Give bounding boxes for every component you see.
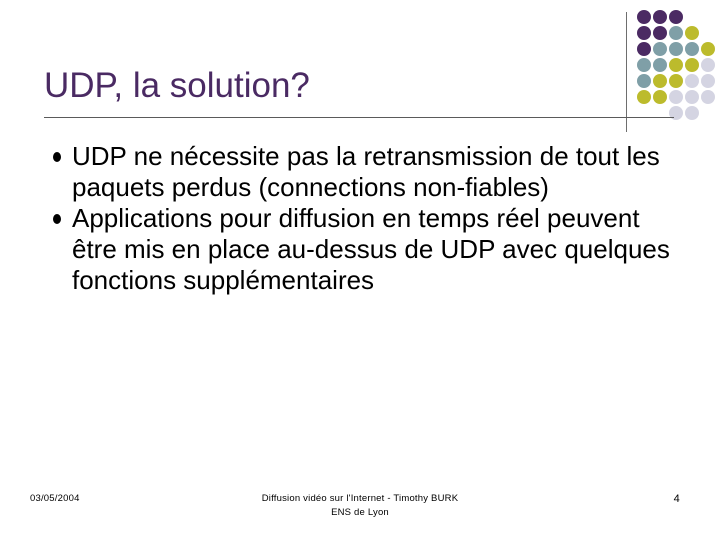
vertical-divider bbox=[626, 12, 627, 132]
decorative-dot bbox=[669, 42, 683, 56]
footer-presentation-info bbox=[230, 492, 490, 520]
decorative-dot bbox=[669, 58, 683, 72]
decorative-dot bbox=[685, 26, 699, 40]
decorative-dot bbox=[637, 42, 651, 56]
decorative-dot bbox=[701, 74, 715, 88]
footer-page-number: 4 bbox=[673, 493, 680, 505]
decorative-dot bbox=[669, 74, 683, 88]
decorative-dot bbox=[653, 10, 667, 24]
bullet-dot-icon bbox=[53, 214, 61, 224]
decorative-dot bbox=[653, 58, 667, 72]
decorative-dot bbox=[637, 58, 651, 72]
bullet-item bbox=[48, 203, 688, 296]
footer-title: Diffusion vidéo sur l'Internet - Timothy BURK bbox=[261, 493, 459, 504]
decorative-dot bbox=[653, 74, 667, 88]
decorative-dot bbox=[685, 74, 699, 88]
title-underline bbox=[44, 117, 674, 118]
decorative-dot bbox=[701, 42, 715, 56]
decorative-dot bbox=[669, 10, 683, 24]
decorative-dot bbox=[637, 90, 651, 104]
decorative-dot bbox=[637, 10, 651, 24]
decorative-dot bbox=[685, 106, 699, 120]
slide-title: UDP, la solution? bbox=[44, 66, 310, 105]
decorative-dot bbox=[701, 58, 715, 72]
bullet-list bbox=[48, 141, 688, 296]
decorative-dot bbox=[653, 42, 667, 56]
bullet-text: UDP ne nécessite pas la retransmission de tout les paquets perdus (connections non-fiables) bbox=[72, 141, 660, 202]
decorative-dot bbox=[685, 90, 699, 104]
decorative-dot bbox=[685, 58, 699, 72]
bullet-dot-icon bbox=[53, 152, 61, 162]
footer-institution: ENS de Lyon bbox=[331, 507, 389, 518]
decorative-dot bbox=[669, 26, 683, 40]
decorative-dot bbox=[653, 26, 667, 40]
decorative-dot-grid bbox=[637, 10, 719, 120]
decorative-dot bbox=[653, 90, 667, 104]
decorative-dot bbox=[637, 74, 651, 88]
footer-date: 03/05/2004 bbox=[30, 493, 80, 504]
decorative-dot bbox=[685, 42, 699, 56]
bullet-text: Applications pour diffusion en temps réel peuvent être mis en place au-dessus de UDP avec quelques fonctions supplémentaires bbox=[72, 203, 670, 295]
bullet-item bbox=[48, 141, 688, 203]
decorative-dot bbox=[669, 90, 683, 104]
decorative-dot bbox=[701, 90, 715, 104]
decorative-dot bbox=[637, 26, 651, 40]
